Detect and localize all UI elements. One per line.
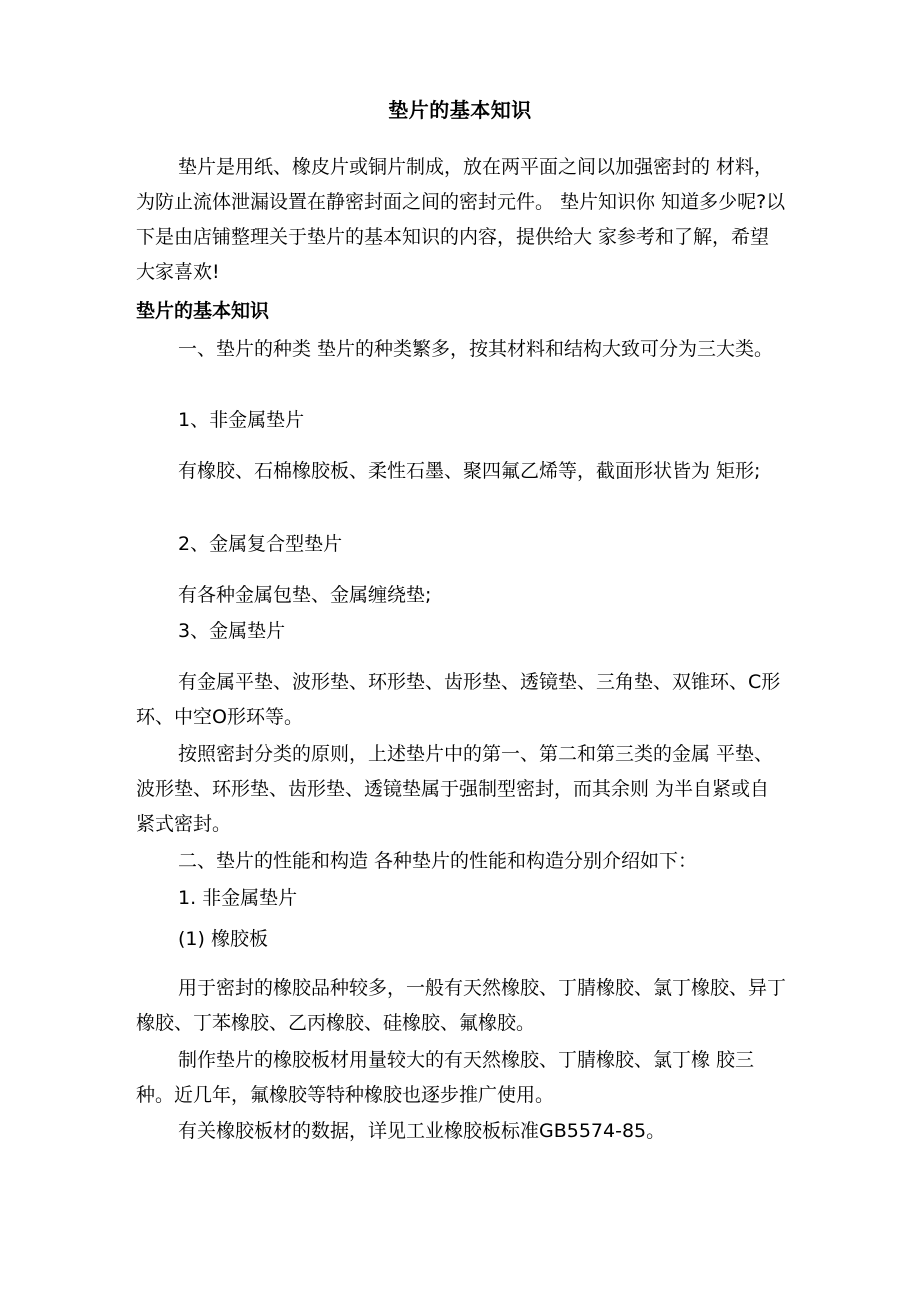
classification-paragraph: 按照密封分类的原则，上述垫片中的第一、第二和第三类的金属 平垫、波形垫、环形垫、齿形垫、透镜垫属于强制型密封，而其余则 为半自紧或自紧式密封。 xyxy=(136,743,774,835)
item-1-text: 有橡胶、石棉橡胶板、柔性石墨、聚四氟乙烯等，截面形状皆为 矩形; xyxy=(178,460,761,482)
rubber-paragraph-3: 有关橡胶板材的数据，详见工业橡胶板标准GB5574-85。 xyxy=(178,1120,666,1142)
page-title: 垫片的基本知识 xyxy=(388,98,532,122)
item-3-text: 有金属平垫、波形垫、环形垫、齿形垫、透镜垫、三角垫、双锥环、C形环、中空O形环等。 xyxy=(136,671,781,728)
rubber-paragraph-2: 制作垫片的橡胶板材用量较大的有天然橡胶、丁腈橡胶、氯丁橡 胶三种。近几年，氟橡胶等特种橡胶也逐步推广使用。 xyxy=(136,1049,755,1106)
section-1-paragraph: 一、垫片的种类 垫片的种类繁多，按其材料和结构大致可分为三大类。 xyxy=(178,338,774,360)
rubber-paragraph-1: 用于密封的橡胶品种较多，一般有天然橡胶、丁腈橡胶、氯丁橡胶、异丁橡胶、丁苯橡胶、乙丙橡胶、硅橡胶、氟橡胶。 xyxy=(136,977,787,1034)
item-1-title: 1、非金属垫片 xyxy=(178,409,305,431)
subsection-1a-title: (1) 橡胶板 xyxy=(178,928,268,950)
section-2-paragraph: 二、垫片的性能和构造 各种垫片的性能和构造分别介绍如下： xyxy=(178,850,698,872)
item-3-title: 3、金属垫片 xyxy=(178,620,286,642)
intro-paragraph: 垫片是用纸、橡皮片或铜片制成，放在两平面之间以加强密封的 材料，为防止流体泄漏设置在静密封面之间的密封元件。 垫片知识你 知道多少呢?以下是由店铺整理关于垫片的基本知识的内容，提供给大 家参考和了解，希望大家喜欢! xyxy=(136,156,786,283)
item-2-title: 2、金属复合型垫片 xyxy=(178,533,343,555)
section-heading: 垫片的基本知识 xyxy=(136,300,270,322)
item-2-text: 有各种金属包垫、金属缠绕垫; xyxy=(178,584,432,606)
subsection-1-title: 1. 非金属垫片 xyxy=(178,887,298,909)
